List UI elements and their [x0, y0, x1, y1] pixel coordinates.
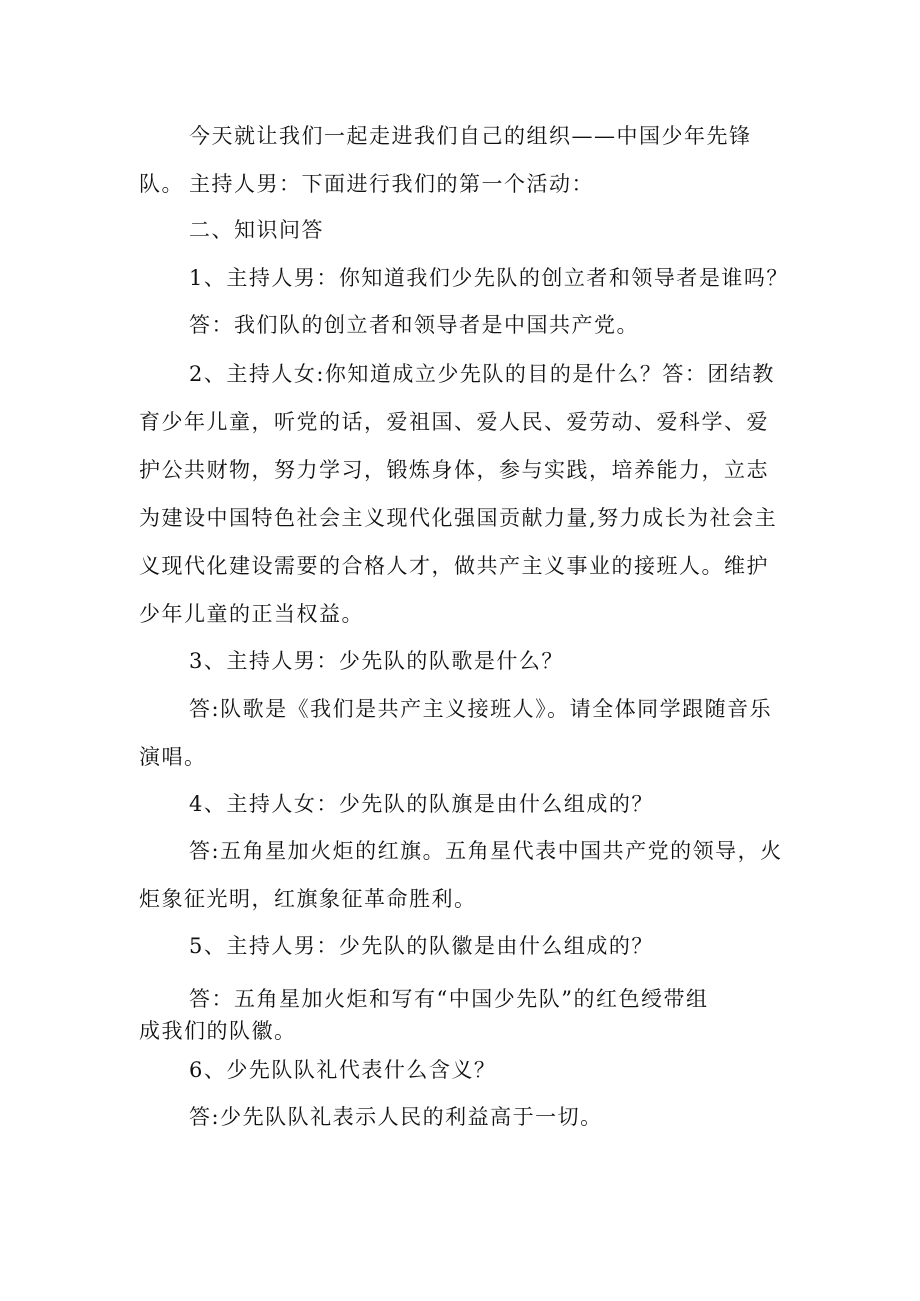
section-heading-quiz: 二、知识问答	[189, 218, 324, 242]
paragraph-host-male-activity: 主持人男：下面进行我们的第一个活动：	[189, 172, 594, 196]
question-4: 4、主持人女：少先队的队旗是由什么组成的？	[189, 792, 654, 816]
answer-5-line-1: 答：五角星加火炬和写有“中国少先队”的红色绶带组	[189, 987, 709, 1011]
answer-4: 答:五角星加火炬的红旗。五角星代表中国共产党的领导，火炬象征光明，红旗象征革命胜利。	[139, 839, 783, 911]
question-1: 1、主持人男：你知道我们少先队的创立者和领导者是谁吗？	[189, 266, 789, 290]
paragraph-intro: 今天就让我们一起走进我们自己的组织——中国少年先锋队。	[139, 124, 752, 196]
question-5: 5、主持人男：少先队的队徽是由什么组成的？	[189, 934, 654, 958]
question-3: 3、主持人男：少先队的队歌是什么？	[189, 649, 564, 673]
question-6: 6、少先队队礼代表什么含义？	[189, 1058, 497, 1082]
answer-1: 答：我们队的创立者和领导者是中国共产党。	[189, 313, 639, 337]
answer-5-line-2: 成我们的队徽。	[139, 1019, 297, 1043]
question-answer-2: 2、主持人女:你知道成立少先队的目的是什么？答：团结教育少年儿童，听党的话，爱祖国、爱人民、爱劳动、爱科学、爱护公共财物，努力学习，锻炼身体，参与实践，培养能力，立志为建设中国特色社会主义现代化强国贡献力量,努力成长为社会主义现代化建设需要的合格人才，做共产主义事业的接班人。维护少年儿童的正当权益。	[139, 362, 778, 626]
answer-3: 答:队歌是《我们是共产主义接班人》。请全体同学跟随音乐演唱。	[139, 697, 773, 769]
answer-6: 答:少先队队礼表示人民的利益高于一切。	[189, 1105, 603, 1129]
